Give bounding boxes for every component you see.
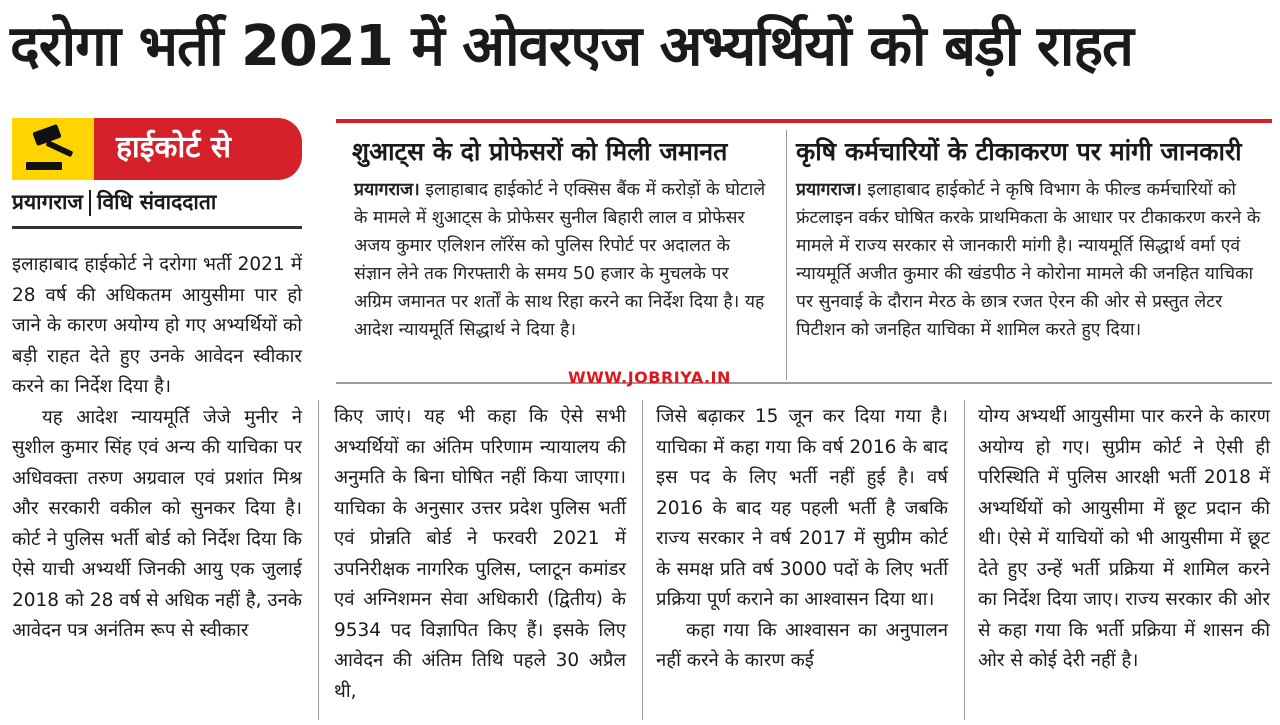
column-1 <box>12 250 302 647</box>
box1-body: इलाहाबाद हाईकोर्ट ने एक्सिस बैंक में करोड़ों के घोटाले के मामले में शुआट्स के प्रोफेसर सुनील बिहारी लाल व प्रोफेसर अजय कुमार एलिशन लॉरेंस को पुलिस रिपोर्ट पर अदालत के संज्ञान लेने तक गिरफ्तारी के समय 50 हजार के मुचलके पर अग्रिम जमानत पर शर्तों के साथ रिहा करने का निर्देश दिया है। यह आदेश न्यायमूर्ति सिद्धार्थ ने दिया है। <box>354 180 766 340</box>
column-4 <box>978 402 1270 677</box>
dateline-reporter: विधि संवाददाता <box>97 190 217 214</box>
box2-body: इलाहाबाद हाईकोर्ट ने कृषि विभाग के फील्ड कर्मचारियों को फ्रंटलाइन वर्कर घोषित करके प्राथमिकता के आधार पर टीकाकरण करने के मामले में राज्य सरकार से जानकारी मांगी है। न्यायमूर्ति सिद्धार्थ वर्मा एवं न्यायमूर्ति अजीत कुमार की खंडपीठ ने कोरोना मामले की जनहित याचिका पर सुनवाई के दौरान मेरठ के छात्र रजत ऐरन की ओर से प्रस्तुत लेटर पिटीशन को जनहित याचिका में शामिल करते हुए दिया। <box>796 180 1261 340</box>
box1-title: शुआट्स के दो प्रोफेसरों को मिली जमानत <box>352 137 728 166</box>
column-1-para-1: इलाहाबाद हाईकोर्ट ने दरोगा भर्ती 2021 में 28 वर्ष की अधिकतम आयुसीमा पार हो जाने के कारण अयोग्य हो गए अभ्यर्थियों को बड़ी राहत देते हुए उनके आवेदन स्वीकार करने का निर्देश दिया है। <box>12 254 302 397</box>
box2-title: कृषि कर्मचारियों के टीकाकरण पर मांगी जानकारी <box>796 137 1242 166</box>
dateline-separator <box>89 190 91 216</box>
box2-text <box>796 176 1262 344</box>
gavel-icon <box>12 118 94 180</box>
highcourt-badge <box>12 118 302 180</box>
news-box-divider <box>786 130 787 380</box>
column-4-para-1: योग्य अभ्यर्थी आयुसीमा पार करने के कारण अयोग्य हो गए। सुप्रीम कोर्ट ने ऐसी ही परिस्थिति में पुलिस आरक्षी भर्ती 2018 में अभ्यर्थियों को आयुसीमा में छूट प्रदान की थी। ऐसे में याचियों को भी आयुसीमा में छूट देते हुए उन्हें भर्ती प्रक्रिया में शामिल करने का निर्देश दिया जाए। राज्य सरकार की ओर से कहा गया कि भर्ती प्रक्रिया में शासन की ओर से कोई देरी नहीं है। <box>978 406 1270 671</box>
column-rule-3 <box>964 400 965 720</box>
column-rule-2 <box>642 400 643 720</box>
column-rule-1 <box>318 400 319 720</box>
column-2-para-1: किए जाएं। यह भी कहा कि ऐसे सभी अभ्यर्थियों का अंतिम परिणाम न्यायालय की अनुमति के बिना घोषित नहीं किया जाएगा। याचिका के अनुसार उत्तर प्रदेश पुलिस भर्ती एवं प्रोन्नति बोर्ड ने फरवरी 2021 में उपनिरीक्षक नागरिक पुलिस, प्लाटून कमांडर एवं अग्निशमन सेवा अधिकारी (द्वितीय) के 9534 पद विज्ञापित किए हैं। इसके लिए आवेदन की अंतिम तिथि पहले 30 अप्रैल थी, <box>334 406 626 702</box>
column-3-para-2: कहा गया कि आश्वासन का अनुपालन नहीं करने के कारण कई <box>656 619 948 671</box>
page-headline: दरोगा भर्ती 2021 में ओवरएज अभ्यर्थियों को बड़ी राहत <box>10 14 1133 79</box>
dateline-rule <box>12 226 302 229</box>
column-1-para-2: यह आदेश न्यायमूर्ति जेजे मुनीर ने सुशील कुमार सिंह एवं अन्य की याचिका पर अधिवक्ता तरुण अग्रवाल एवं प्रशांत मिश्र और सरकारी वकील को सुनकर दिया है। कोर्ट ने पुलिस भर्ती बोर्ड को निर्देश दिया कि ऐसे याची अभ्यर्थी जिनकी आयु एक जुलाई 2018 को 28 वर्ष से अधिक नहीं है, उनके आवेदन पत्र अनंतिम रूप से स्वीकार <box>12 406 302 641</box>
column-3 <box>656 402 948 677</box>
dateline-place: प्रयागराज <box>12 190 84 214</box>
box1-text <box>354 176 772 344</box>
news-box-bottom-rule <box>336 382 1272 384</box>
box2-place: प्रयागराज। <box>796 180 862 200</box>
column-3-para-1: जिसे बढ़ाकर 15 जून कर दिया गया है। याचिका में कहा गया कि वर्ष 2016 के बाद इस पद के लिए भर्ती नहीं हुई है। वर्ष 2016 के बाद यह पहली भर्ती है जबकि राज्य सरकार ने वर्ष 2017 में सुप्रीम कोर्ट के समक्ष प्रति वर्ष 3000 पदों के लिए भर्ती प्रक्रिया पूर्ण कराने का आश्वासन दिया था। <box>656 406 948 610</box>
column-2 <box>334 402 626 707</box>
badge-label: हाईकोर्ट से <box>116 130 232 165</box>
dateline <box>12 186 216 218</box>
box1-place: प्रयागराज। <box>354 180 420 200</box>
watermark: WWW.JOBRIYA.IN <box>568 368 731 387</box>
